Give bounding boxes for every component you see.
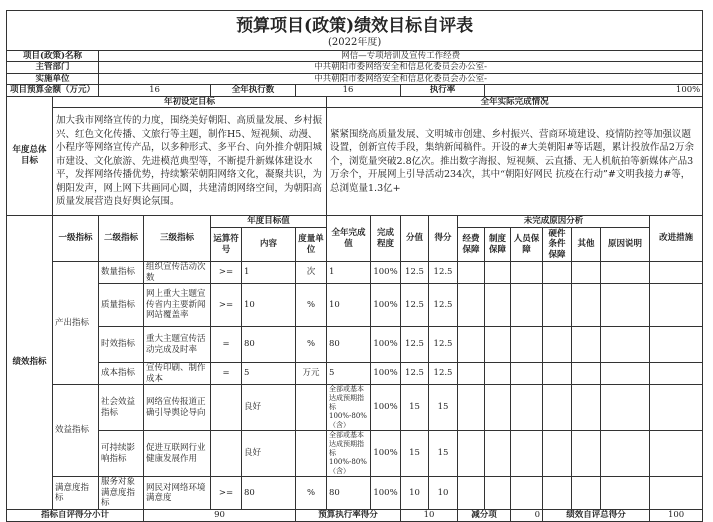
level2-indicator: 成本指标 — [99, 363, 144, 385]
reason-cell — [650, 327, 703, 363]
reason-cell — [543, 327, 572, 363]
indicators-label: 绩效指标 — [7, 216, 53, 510]
header-r1: 经费保障 — [458, 228, 485, 262]
level2-indicator: 质量指标 — [99, 284, 144, 327]
level3-indicator: 促进互联网行业健康发展作用 — [144, 431, 211, 477]
measure-unit: % — [296, 327, 327, 363]
score: 12.5 — [429, 363, 458, 385]
level3-indicator: 宣传印刷、制作成本 — [144, 363, 211, 385]
reason-cell — [572, 284, 601, 327]
header-l1: 一级指标 — [53, 216, 99, 262]
completion-degree: 100% — [371, 327, 401, 363]
reason-cell — [485, 363, 511, 385]
score-value: 12.5 — [401, 262, 429, 284]
score-value: 12.5 — [401, 327, 429, 363]
header-unit: 度量单位 — [296, 228, 327, 262]
measure-unit — [296, 385, 327, 431]
deduct: 0 — [511, 510, 543, 522]
rate-score-label: 预算执行率得分 — [296, 510, 401, 522]
completion-degree: 100% — [371, 431, 401, 477]
reason-cell — [650, 262, 703, 284]
reason-cell — [601, 431, 650, 477]
operator: >= — [211, 262, 242, 284]
target-content: 10 — [242, 284, 296, 327]
score-value: 15 — [401, 431, 429, 477]
header-r4: 硬件条件保障 — [543, 228, 572, 262]
target-header: 年初设定目标 — [53, 96, 327, 108]
reason-cell — [511, 363, 543, 385]
reason-cell — [485, 262, 511, 284]
header-degree: 完成程度 — [371, 216, 401, 262]
actual-header: 全年实际完成情况 — [327, 96, 703, 108]
reason-cell — [485, 431, 511, 477]
reason-cell — [458, 363, 485, 385]
target-content: 良好 — [242, 431, 296, 477]
reason-cell — [458, 262, 485, 284]
measure-unit: 次 — [296, 262, 327, 284]
header-actual: 全年完成值 — [327, 216, 371, 262]
header-score: 得分 — [429, 216, 458, 262]
rate-score: 10 — [401, 510, 458, 522]
header-reasons: 未完成原因分析 — [458, 216, 650, 228]
target-content: 80 — [242, 327, 296, 363]
form-title: 预算项目(政策)绩效目标自评表 — [7, 11, 703, 38]
reason-cell — [572, 431, 601, 477]
operator: >= — [211, 284, 242, 327]
level2-indicator: 时效指标 — [99, 327, 144, 363]
reason-cell — [543, 284, 572, 327]
level1-indicator: 满意度指标 — [53, 477, 99, 510]
total-label: 绩效自评总得分 — [543, 510, 650, 522]
score: 12.5 — [429, 262, 458, 284]
project-name-label: 项目(政策)名称 — [7, 50, 99, 62]
indicator-row — [7, 477, 703, 510]
reason-cell — [458, 477, 485, 510]
reason-cell — [543, 477, 572, 510]
level1-indicator: 产出指标 — [53, 262, 99, 385]
reason-cell — [572, 327, 601, 363]
score: 10 — [429, 477, 458, 510]
total: 100 — [650, 510, 703, 522]
evaluation-form — [6, 10, 702, 522]
level2-indicator: 可持续影响指标 — [99, 431, 144, 477]
operator: = — [211, 363, 242, 385]
actual-value: 全部或基本达成预期指标100%-80%（含） — [327, 431, 371, 477]
measure-unit: % — [296, 477, 327, 510]
reason-cell — [601, 262, 650, 284]
reason-cell — [543, 385, 572, 431]
level3-indicator: 网络宣传报道正确引导舆论导向 — [144, 385, 211, 431]
reason-cell — [511, 327, 543, 363]
reason-cell — [650, 477, 703, 510]
completion-degree: 100% — [371, 363, 401, 385]
actual-value: 80 — [327, 327, 371, 363]
reason-cell — [572, 385, 601, 431]
reason-cell — [485, 327, 511, 363]
subtotal: 90 — [144, 510, 296, 522]
target-content: 80 — [242, 477, 296, 510]
target-content: 良好 — [242, 385, 296, 431]
completion-degree: 100% — [371, 262, 401, 284]
reason-cell — [601, 477, 650, 510]
score: 12.5 — [429, 284, 458, 327]
header-r3: 人员保障 — [511, 228, 543, 262]
header-score-value: 分值 — [401, 216, 429, 262]
exec: 16 — [296, 85, 401, 97]
actual-value: 10 — [327, 284, 371, 327]
reason-cell — [511, 385, 543, 431]
form-year: (2022年度) — [7, 37, 703, 50]
target-content: 5 — [242, 363, 296, 385]
evaluation-table — [6, 10, 703, 522]
target-text: 加大我市网络宣传的力度，围绕美好朝阳、高质量发展、乡村振兴、红色文化传播、文旅行等主题，制作H5、短视频、动漫、小程序等网络宣传产品，以多种形式、多平台、向外推介朝阳城市建设、文化旅游、先进模范典型等，不断提升新媒体建设水平，发挥网络传播优势，持续繁荣朝阳网络文化，凝聚共识，为朝阳发声，网上网下共画同心圆，共建清朗网络空间，为朝阳高质量发展营造良好舆论氛围。 — [53, 108, 327, 216]
actual-value: 80 — [327, 477, 371, 510]
header-l2: 二级指标 — [99, 216, 144, 262]
reason-cell — [650, 284, 703, 327]
score: 15 — [429, 431, 458, 477]
score-value: 12.5 — [401, 363, 429, 385]
level3-indicator: 网民对网络环境满意度 — [144, 477, 211, 510]
reason-cell — [458, 385, 485, 431]
reason-cell — [543, 363, 572, 385]
reason-cell — [485, 477, 511, 510]
header-improve: 改进措施 — [650, 216, 703, 262]
exec-label: 全年执行数 — [211, 85, 296, 97]
header-r2: 制度保障 — [485, 228, 511, 262]
score-value: 15 — [401, 385, 429, 431]
level3-indicator: 网上重大主题宣传省内主要新闻网站覆盖率 — [144, 284, 211, 327]
rate: 100% — [485, 85, 703, 97]
operator: >= — [211, 477, 242, 510]
reason-cell — [650, 431, 703, 477]
level3-indicator: 重大主题宣传活动完成及时率 — [144, 327, 211, 363]
level2-indicator: 数量指标 — [99, 262, 144, 284]
reason-cell — [458, 431, 485, 477]
actual-value: 全部或基本达成预期指标100%-80%（含） — [327, 385, 371, 431]
score: 15 — [429, 385, 458, 431]
measure-unit — [296, 431, 327, 477]
header-l3: 三级指标 — [144, 216, 211, 262]
operator — [211, 431, 242, 477]
operator: = — [211, 327, 242, 363]
reason-cell — [601, 327, 650, 363]
actual-value: 5 — [327, 363, 371, 385]
target-content: 1 — [242, 262, 296, 284]
reason-cell — [601, 363, 650, 385]
deduct-label: 减分项 — [458, 510, 511, 522]
score: 12.5 — [429, 327, 458, 363]
subtotal-label: 指标自评得分小计 — [7, 510, 144, 522]
completion-degree: 100% — [371, 477, 401, 510]
goals-label: 年度总体目标 — [7, 96, 53, 216]
budget: 16 — [99, 85, 211, 97]
rate-label: 执行率 — [401, 85, 485, 97]
operator — [211, 385, 242, 431]
indicator-row — [7, 262, 703, 284]
indicator-row — [7, 385, 703, 431]
header-r5: 其他 — [572, 228, 601, 262]
reason-cell — [601, 385, 650, 431]
reason-cell — [543, 262, 572, 284]
header-target: 年度目标值 — [211, 216, 327, 228]
indicator-row — [7, 284, 703, 327]
completion-degree: 100% — [371, 284, 401, 327]
reason-cell — [572, 477, 601, 510]
project-name: 网信—专项培训及宣传工作经费 — [99, 50, 703, 62]
completion-degree: 100% — [371, 385, 401, 431]
reason-cell — [650, 385, 703, 431]
reason-cell — [543, 431, 572, 477]
score-value: 10 — [401, 477, 429, 510]
header-r6: 原因说明 — [601, 228, 650, 262]
reason-cell — [511, 262, 543, 284]
indicator-row — [7, 363, 703, 385]
level2-indicator: 服务对象满意度指标 — [99, 477, 144, 510]
level2-indicator: 社会效益指标 — [99, 385, 144, 431]
header-content: 内容 — [242, 228, 296, 262]
reason-cell — [511, 284, 543, 327]
reason-cell — [485, 385, 511, 431]
reason-cell — [511, 431, 543, 477]
measure-unit: % — [296, 284, 327, 327]
unit: 中共朝阳市委网络安全和信息化委员会办公室- — [99, 73, 703, 85]
indicator-row — [7, 327, 703, 363]
score-value: 12.5 — [401, 284, 429, 327]
reason-cell — [601, 284, 650, 327]
reason-cell — [458, 327, 485, 363]
dept: 中共朝阳市委网络安全和信息化委员会办公室- — [99, 62, 703, 74]
reason-cell — [458, 284, 485, 327]
level1-indicator: 效益指标 — [53, 385, 99, 477]
unit-label: 实施单位 — [7, 73, 99, 85]
actual-text: 紧紧围绕高质量发展、文明城市创建、乡村振兴、营商环境建设、疫情防控等加强议题设置，创新宣传手段，集纳新闻稿件。开设的#大美朝阳#等话题，累计投放作品2万余个，浏览量突破2.8亿次。推出数字海报、短视频、云直播、无人机航拍等新媒体产品3万余个，开展网上引导活动234次，其中“朝阳好网民 抗疫在行动”#文明我接力#等，总浏览量1.3亿+ — [327, 108, 703, 216]
reason-cell — [650, 363, 703, 385]
measure-unit: 万元 — [296, 363, 327, 385]
indicator-row — [7, 431, 703, 477]
reason-cell — [572, 262, 601, 284]
dept-label: 主管部门 — [7, 62, 99, 74]
budget-label: 项目预算金额（万元） — [7, 85, 99, 97]
reason-cell — [511, 477, 543, 510]
level3-indicator: 组织宣传活动次数 — [144, 262, 211, 284]
reason-cell — [572, 363, 601, 385]
actual-value: 1 — [327, 262, 371, 284]
reason-cell — [485, 284, 511, 327]
header-op: 运算符号 — [211, 228, 242, 262]
